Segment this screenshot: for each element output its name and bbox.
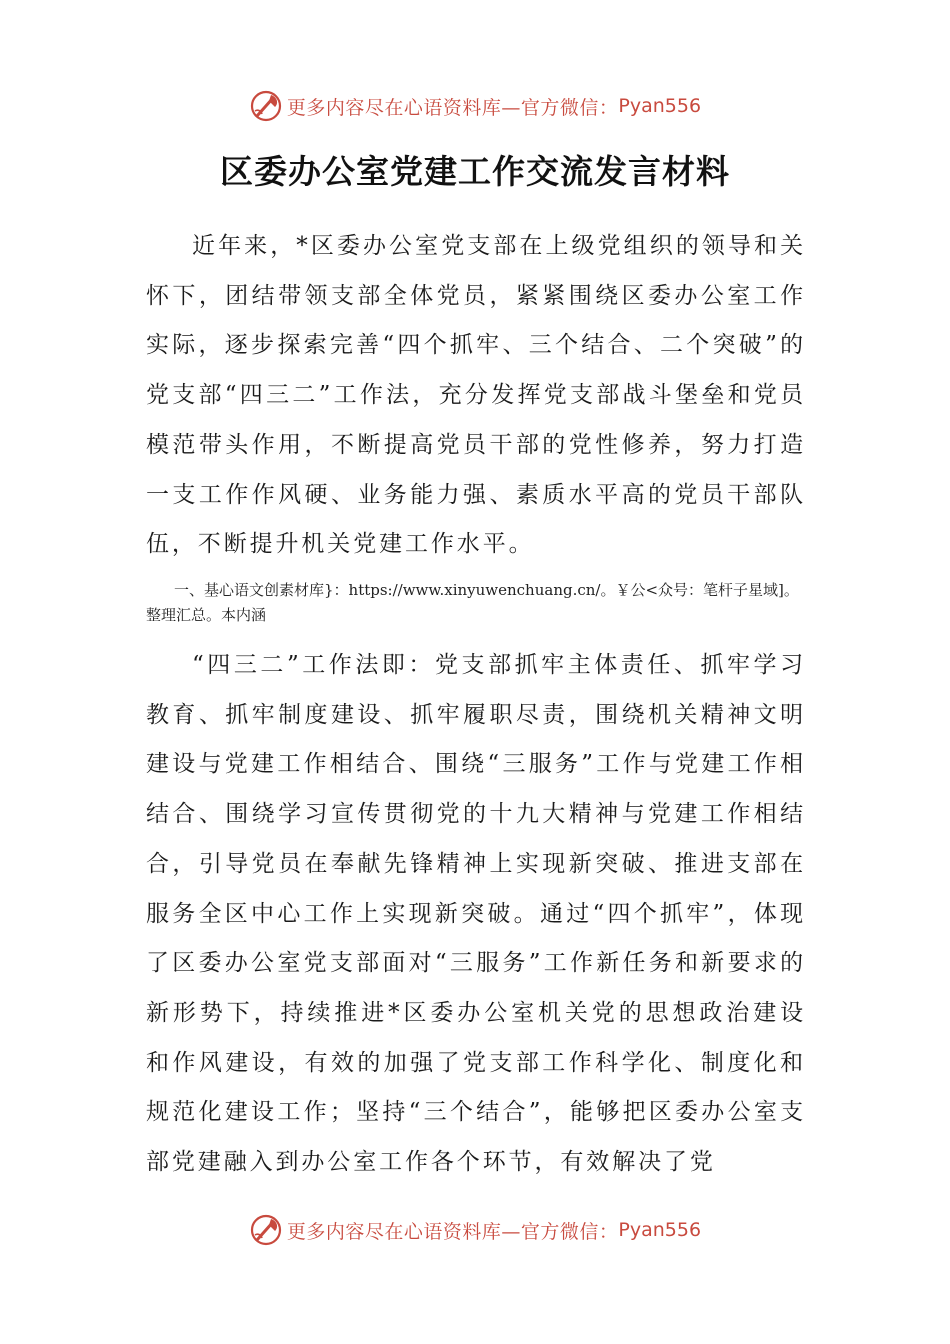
document-title: 区委办公室党建工作交流发言材料 — [220, 152, 730, 191]
note-text: 一、基心语文创素材库}：https://www.xinyuwenchuang.cn/。￥公<众号：笔杆子星域]。整理汇总。本内涵 — [146, 581, 799, 624]
watermark-banner-top — [0, 84, 950, 128]
quill-seal-icon — [249, 1213, 283, 1247]
inserted-note — [146, 578, 806, 628]
watermark-text: 更多内容尽在心语资料库—官方微信： — [286, 1220, 619, 1243]
body-paragraph-1: 近年来，*区委办公室党支部在上级党组织的领导和关怀下，团结带领支部全体党员，紧紧围绕区委办公室工作实际，逐步探索完善“四个抓牢、三个结合、二个突破”的党支部“四三二”工作法，充分发挥党支部战斗堡垒和党员模范带头作用，不断提高党员干部的党性修养，努力打造一支工作作风硬、业务能力强、素质水平高的党员干部队伍，不断提升机关党建工作水平。 — [146, 233, 806, 558]
watermark-banner-bottom — [0, 1208, 950, 1252]
watermark-account: Pyan556 — [618, 1219, 702, 1241]
watermark-text: 更多内容尽在心语资料库—官方微信： — [286, 96, 619, 119]
watermark-account: Pyan556 — [618, 95, 702, 117]
quill-seal-icon — [249, 89, 283, 123]
body-paragraph-2: “四三二”工作法即：党支部抓牢主体责任、抓牢学习教育、抓牢制度建设、抓牢履职尽责，围绕机关精神文明建设与党建工作相结合、围绕“三服务”工作与党建工作相结合、围绕学习宣传贯彻党的十九大精神与党建工作相结合，引导党员在奉献先锋精神上实现新突破、推进支部在服务全区中心工作上实现新突破。通过“四个抓牢”，体现了区委办公室党支部面对“三服务”工作新任务和新要求的新形势下，持续推进*区委办公室机关党的思想政治建设和作风建设，有效的加强了党支部工作科学化、制度化和规范化建设工作；坚持“三个结合”，能够把区委办公室支部党建融入到办公室工作各个环节，有效解决了党 — [146, 652, 806, 1176]
